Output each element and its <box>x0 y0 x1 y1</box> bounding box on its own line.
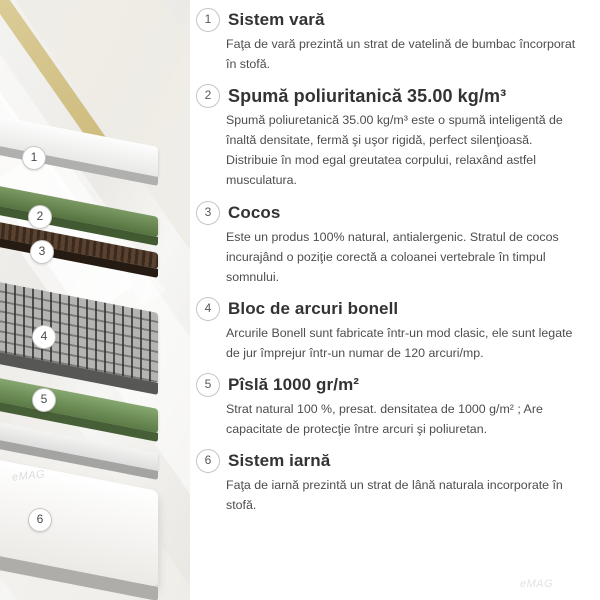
illustration-marker-4: 4 <box>32 325 56 349</box>
list-item <box>196 449 600 515</box>
layer-description-list <box>196 0 600 600</box>
list-item <box>196 201 600 287</box>
item-header <box>196 297 600 321</box>
item-number-badge: 3 <box>196 201 220 225</box>
list-item <box>196 8 600 74</box>
item-description: Este un produs 100% natural, antialergenic. Stratul de cocos incurajând o poziţie corectă a coloanei vertebrale în timpul somnului. <box>226 229 559 284</box>
item-header <box>196 373 600 397</box>
item-title: Sistem iarnă <box>228 451 331 471</box>
item-title: Cocos <box>228 202 281 222</box>
illustration-marker-1: 1 <box>22 146 46 170</box>
item-description: Spumă poliuretanică 35.00 kg/m³ este o spumă inteligentă de înaltă densitate, fermă şi uşor rigidă, perfect silenţioasă. Distribuie în mod egal greutatea corpului, relaxând astfel musculatura. <box>226 113 563 188</box>
watermark-right: eMAG <box>520 578 554 590</box>
item-number-badge: 6 <box>196 449 220 473</box>
item-description: Strat natural 100 %, presat. densitatea de 1000 g/m² ; Are capacitate de protecţie între arcuri şi poliuretan. <box>226 402 543 437</box>
illustration-marker-3: 3 <box>30 240 54 264</box>
list-item <box>196 297 600 363</box>
item-header <box>196 201 600 225</box>
list-item <box>196 373 600 439</box>
item-title: Sistem vară <box>228 10 325 29</box>
watermark-left: eMAG <box>11 468 46 484</box>
item-description: Faţa de vară prezintă un strat de vatelină de bumbac încorporat în stofă. <box>226 37 576 72</box>
illustration-marker-6: 6 <box>28 508 52 532</box>
item-header <box>196 84 600 108</box>
illustration-marker-5: 5 <box>32 388 56 412</box>
item-title: Pîslă 1000 gr/m² <box>228 375 360 395</box>
item-number-badge: 2 <box>196 84 220 108</box>
item-number-badge: 4 <box>196 297 220 321</box>
list-item <box>196 84 600 190</box>
item-header <box>196 449 600 473</box>
illustration-marker-2: 2 <box>28 205 52 229</box>
mattress-illustration <box>0 0 190 600</box>
item-title: Spumă poliuritanică 35.00 kg/m³ <box>228 85 507 106</box>
item-number-badge: 1 <box>196 8 220 32</box>
item-description: Arcurile Bonell sunt fabricate într-un mod clasic, ele sunt legate de jur împrejur într-un numar de 120 arcuri/mp. <box>226 325 573 360</box>
item-number-badge: 5 <box>196 373 220 397</box>
item-header <box>196 8 600 32</box>
item-title: Bloc de arcuri bonell <box>228 298 399 318</box>
item-description: Faţa de iarnă prezintă un strat de lână naturala incorporate în stofă. <box>226 478 563 513</box>
